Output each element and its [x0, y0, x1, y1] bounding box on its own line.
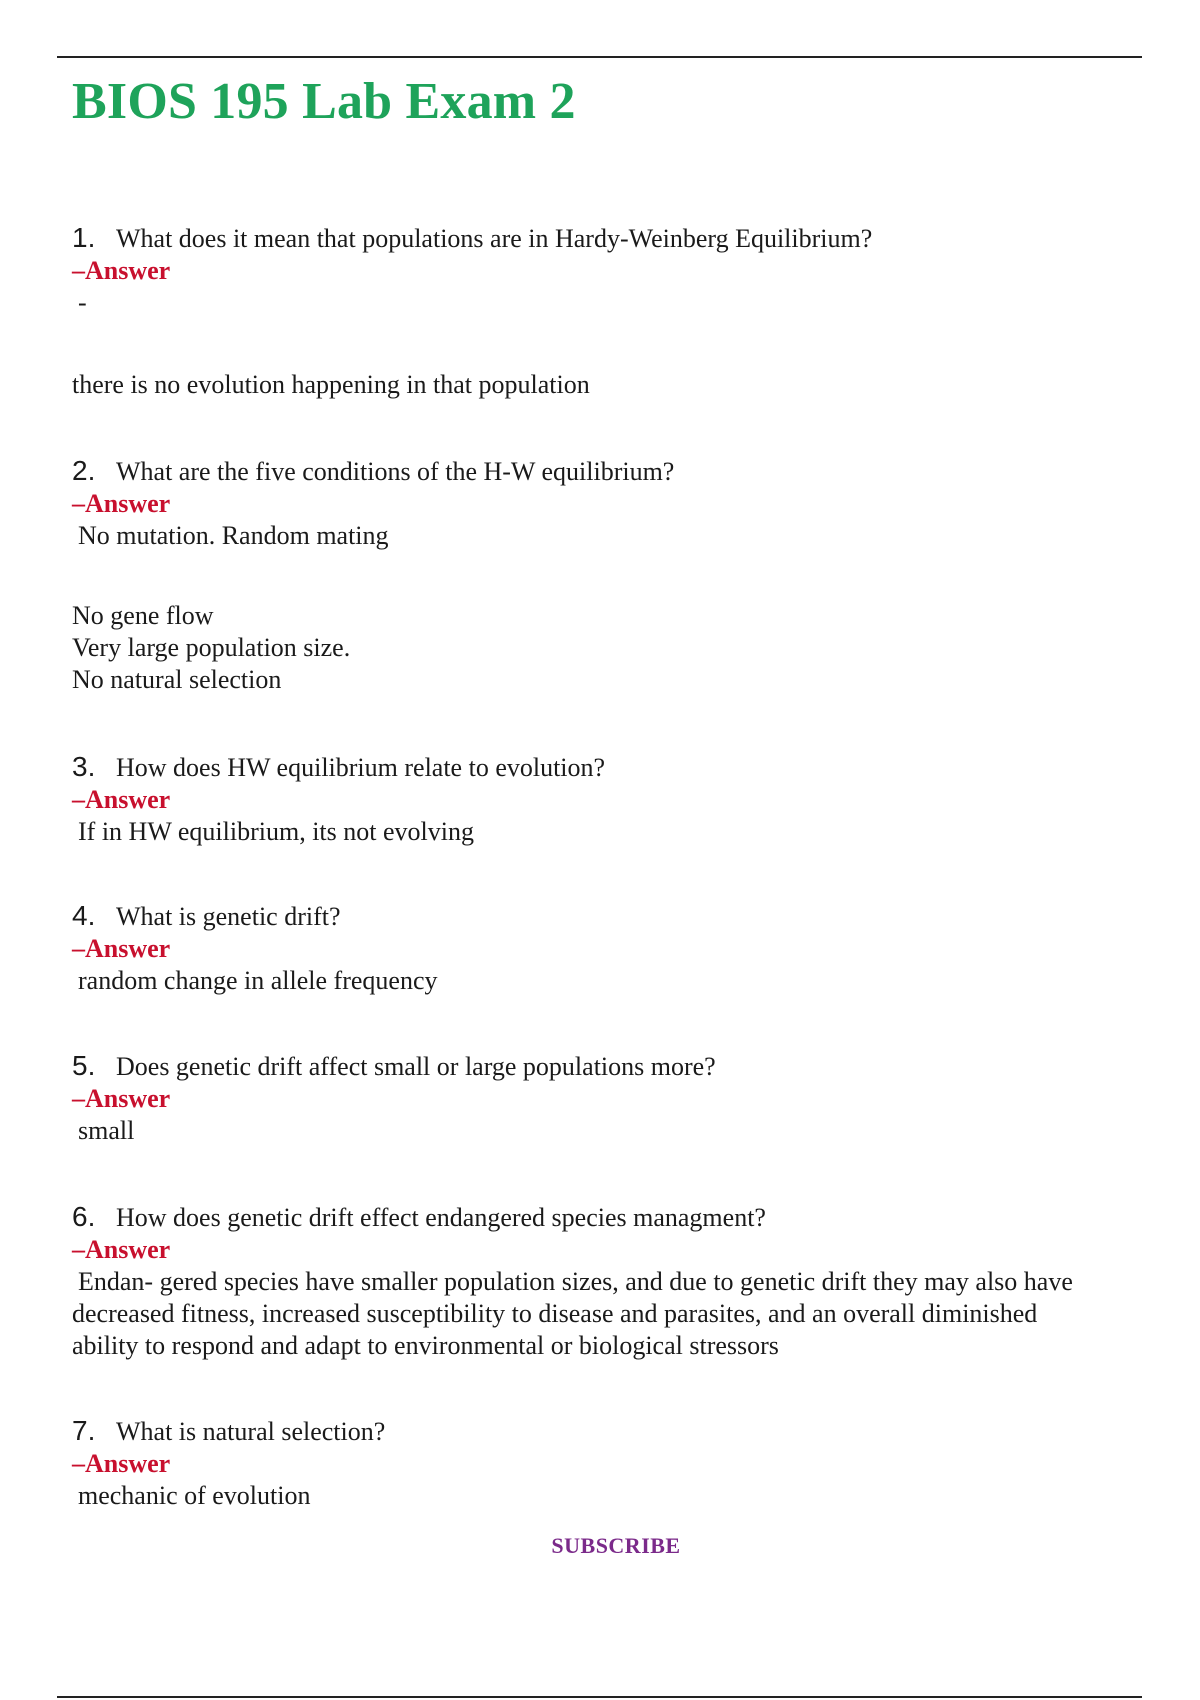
- question-number: 2.: [72, 455, 96, 486]
- answer-line: Very large population size.: [72, 633, 351, 662]
- subscribe-link[interactable]: SUBSCRIBE: [551, 1533, 681, 1558]
- question-text: 4. What is genetic drift?: [72, 900, 341, 931]
- question-1: [72, 222, 1167, 401]
- question-number: 3.: [72, 751, 96, 782]
- answer-label: –Answer: [72, 256, 171, 285]
- question-text: 3. How does HW equilibrium relate to evolution?: [72, 751, 606, 782]
- question-4: [72, 900, 1167, 997]
- question-text: 6. How does genetic drift effect endangered species managment?: [72, 1201, 766, 1232]
- answer-label: –Answer: [72, 1084, 171, 1113]
- question-text: 2. What are the five conditions of the H-W equilibrium?: [72, 455, 675, 486]
- question-number: 6.: [72, 1201, 96, 1232]
- question-3: [72, 751, 1167, 848]
- question-text: 1. What does it mean that populations are in Hardy-Weinberg Equilibrium?: [72, 222, 873, 253]
- question-number: 5.: [72, 1050, 96, 1081]
- answer-line: decreased fitness, increased susceptibility to disease and parasites, and an overall diminished: [72, 1299, 1038, 1328]
- answer-label: –Answer: [72, 1235, 171, 1264]
- answer-line: No mutation. Random mating: [78, 521, 389, 550]
- answer-line: If in HW equilibrium, its not evolving: [78, 817, 474, 846]
- question-7: [72, 1415, 1167, 1512]
- question-5: [72, 1050, 1167, 1147]
- top-rule: [57, 56, 1142, 58]
- answer-line: there is no evolution happening in that population: [72, 370, 590, 399]
- answer-dash: -: [78, 288, 87, 317]
- answer-label: –Answer: [72, 489, 171, 518]
- page-title: BIOS 195 Lab Exam 2: [72, 73, 576, 130]
- answer-label: –Answer: [72, 785, 171, 814]
- question-text: 7. What is natural selection?: [72, 1415, 386, 1446]
- answer-line: mechanic of evolution: [78, 1481, 311, 1510]
- answer-line: No natural selection: [72, 665, 282, 694]
- question-2: [72, 455, 1167, 696]
- answer-line: Endan- gered species have smaller population sizes, and due to genetic drift they may also have: [78, 1267, 1073, 1296]
- answer-label: –Answer: [72, 1449, 171, 1478]
- question-number: 1.: [72, 222, 96, 253]
- answer-line: small: [78, 1116, 135, 1145]
- bottom-rule: [57, 1696, 1142, 1698]
- question-text: 5. Does genetic drift affect small or large populations more?: [72, 1050, 716, 1081]
- answer-label: –Answer: [72, 934, 171, 963]
- answer-line: ability to respond and adapt to environmental or biological stressors: [72, 1331, 779, 1360]
- question-number: 7.: [72, 1415, 96, 1446]
- question-number: 4.: [72, 900, 96, 931]
- answer-line: random change in allele frequency: [78, 966, 438, 995]
- question-6: [72, 1201, 1167, 1362]
- answer-line: No gene flow: [72, 601, 214, 630]
